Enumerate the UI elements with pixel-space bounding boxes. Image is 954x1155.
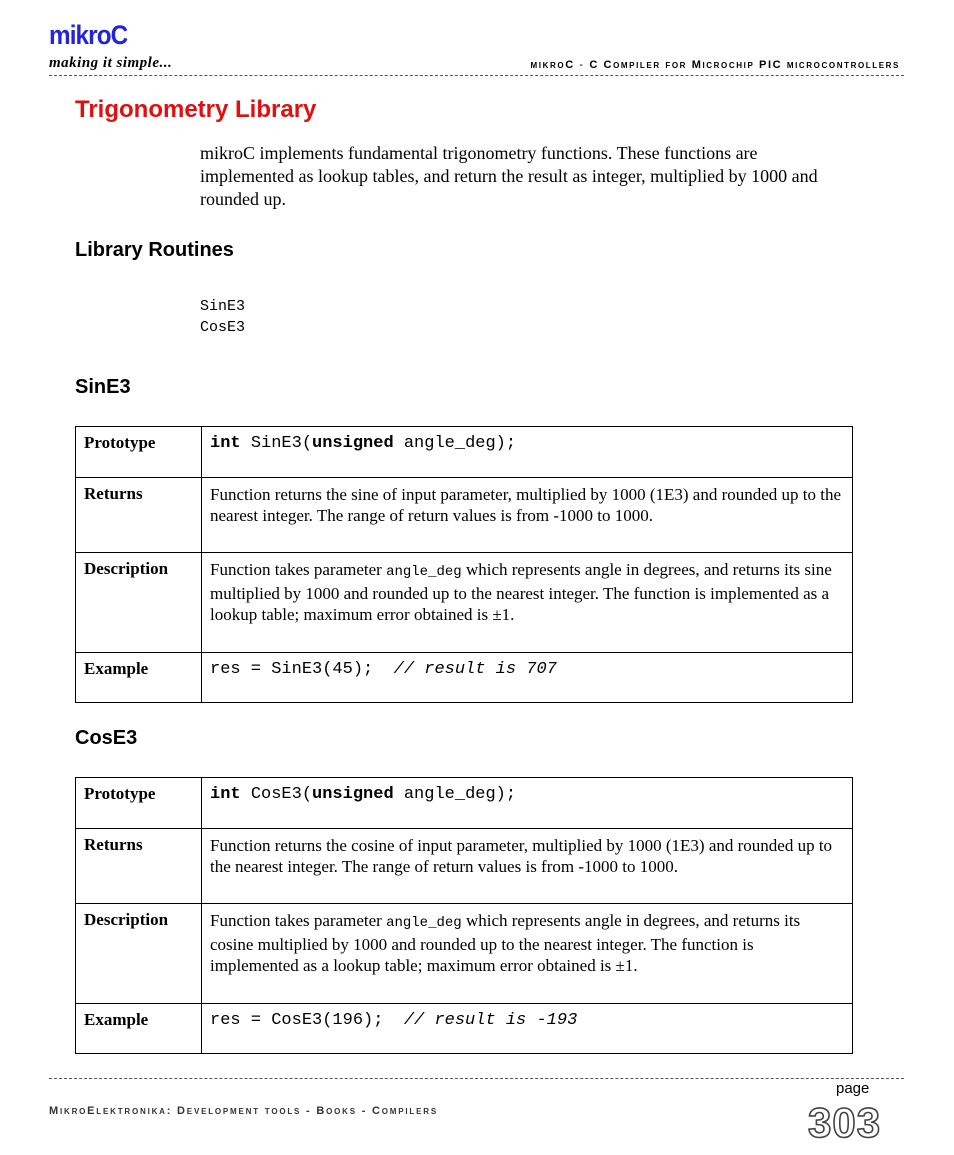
returns-text: Function returns the sine of input parameter, multiplied by 1000 (1E3) and rounded up to the nearest integer. The range of return values is from -1000 to 1000. xyxy=(202,478,853,553)
example-comment: // result is -193 xyxy=(403,1011,578,1030)
description-text: Function takes parameter angle_deg which represents angle in degrees, and returns its sine multiplied by 1000 and rounded up to the nearest integer. The function is implemented as a lookup table; maximum error obtained is ±1. xyxy=(202,553,853,653)
routine-item: CosE3 xyxy=(200,319,246,336)
prototype-row xyxy=(76,778,853,829)
prototype-code: int CosE3(unsigned angle_deg); xyxy=(202,778,853,829)
product-name: mikroC xyxy=(530,59,575,71)
example-code: res = CosE3(196); // result is -193 xyxy=(202,1004,853,1054)
description-row xyxy=(76,553,853,653)
example-label: Example xyxy=(76,653,202,703)
page-label: page xyxy=(836,1080,870,1097)
tagline: making it simple... xyxy=(49,55,173,71)
intro-paragraph: mikroC implements fundamental trigonometry functions. These functions are implemented as lookup tables, and return the result as integer, multiplied by 1000 and rounded up. xyxy=(200,143,818,209)
prototype-row xyxy=(76,427,853,478)
routines-heading: Library Routines xyxy=(75,239,234,261)
returns-row xyxy=(76,478,853,553)
prototype-label: Prototype xyxy=(76,778,202,829)
cose3-table xyxy=(75,777,853,1054)
running-header: mikroC - C Compiler for Microchip PIC microcontrollers xyxy=(530,59,900,71)
logo: mikroC xyxy=(49,20,128,50)
returns-label: Returns xyxy=(76,829,202,904)
section-heading-cose3: CosE3 xyxy=(75,727,138,749)
page-title: Trigonometry Library xyxy=(75,96,317,123)
prototype-code: int SinE3(unsigned angle_deg); xyxy=(202,427,853,478)
description-row xyxy=(76,904,853,1004)
example-row xyxy=(76,1004,853,1054)
example-code: res = SinE3(45); // result is 707 xyxy=(202,653,853,703)
footer-publisher: MikroElektronika: Development tools - Books - Compilers xyxy=(49,1105,438,1117)
routine-item: SinE3 xyxy=(200,298,246,315)
section-heading-sine3: SinE3 xyxy=(75,376,131,398)
description-text: Function takes parameter angle_deg which represents angle in degrees, and returns its cosine multiplied by 1000 and rounded up to the nearest integer. The function is implemented as a lookup table; maximum error obtained is ±1. xyxy=(202,904,853,1004)
page-number: 303 xyxy=(808,1099,882,1146)
header-title: C Compiler for Microchip PIC microcontrollers xyxy=(589,59,900,71)
returns-row xyxy=(76,829,853,904)
header-rule xyxy=(49,75,904,76)
description-label: Description xyxy=(76,553,202,653)
example-row xyxy=(76,653,853,703)
example-label: Example xyxy=(76,1004,202,1054)
returns-text: Function returns the cosine of input parameter, multiplied by 1000 (1E3) and rounded up to the nearest integer. The range of return values is from -1000 to 1000. xyxy=(202,829,853,904)
prototype-label: Prototype xyxy=(76,427,202,478)
footer-rule xyxy=(49,1078,904,1079)
returns-label: Returns xyxy=(76,478,202,553)
description-label: Description xyxy=(76,904,202,1004)
example-comment: // result is 707 xyxy=(393,660,557,679)
routines-list xyxy=(200,296,245,338)
sine3-table xyxy=(75,426,853,703)
